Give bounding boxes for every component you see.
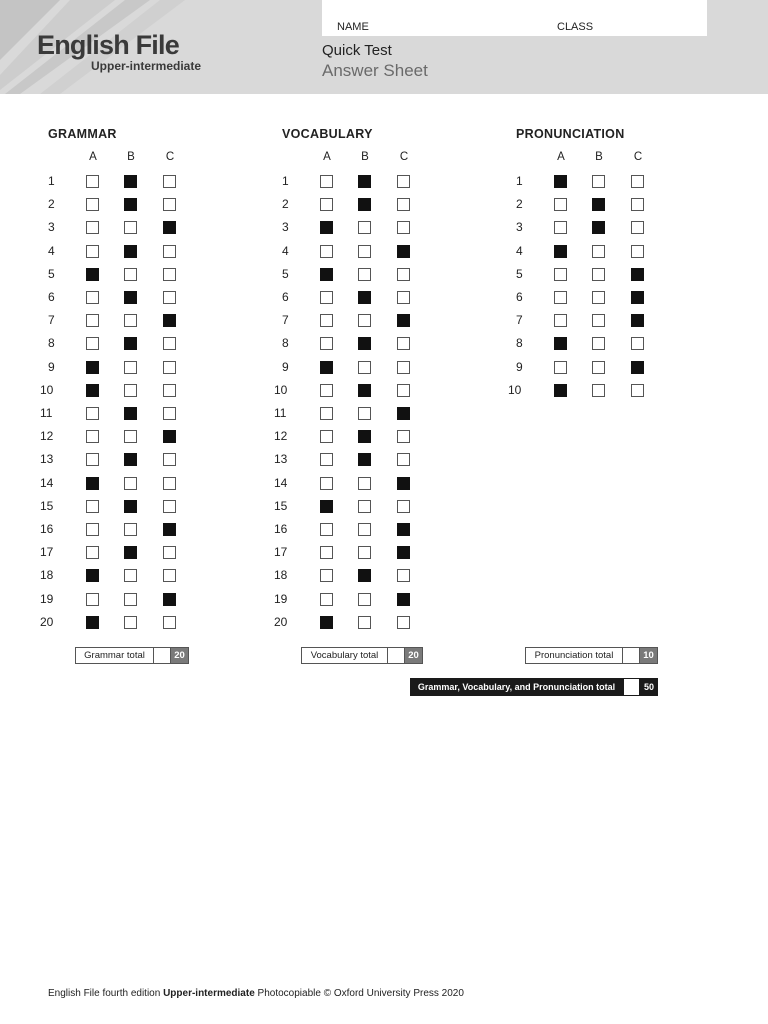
column-header-c: C — [165, 151, 175, 163]
footer-suffix: Photocopiable © Oxford University Press 2020 — [254, 988, 464, 999]
answer-checkbox-b[interactable] — [358, 616, 371, 629]
answer-checkbox-b[interactable] — [358, 221, 371, 234]
test-subtitle: Answer Sheet — [322, 61, 428, 80]
answer-checkbox-a[interactable] — [86, 384, 99, 397]
question-number: 16 — [40, 522, 54, 536]
answer-checkbox-b[interactable] — [124, 314, 137, 327]
logo-title: English File — [37, 30, 179, 60]
answer-checkbox-b[interactable] — [358, 198, 371, 211]
question-number: 1 — [48, 174, 55, 188]
answer-checkbox-b[interactable] — [358, 430, 371, 443]
answer-checkbox-a[interactable] — [86, 453, 99, 466]
column-header-b: B — [127, 151, 135, 163]
answer-checkbox-b[interactable] — [358, 245, 371, 258]
answer-checkbox-b[interactable] — [124, 453, 137, 466]
answer-checkbox-b[interactable] — [358, 384, 371, 397]
answer-checkbox-c[interactable] — [397, 500, 410, 513]
question-number: 5 — [48, 266, 55, 281]
answer-checkbox-c[interactable] — [397, 569, 410, 582]
answer-checkbox-b[interactable] — [124, 337, 137, 350]
question-number: 8 — [516, 336, 523, 351]
answer-checkbox-b[interactable] — [358, 337, 371, 350]
answer-checkbox-a[interactable] — [86, 314, 99, 327]
answer-checkbox-a[interactable] — [86, 593, 99, 606]
section-total-score-field[interactable] — [388, 648, 405, 663]
question-number: 11 — [274, 406, 287, 420]
answer-checkbox-a[interactable] — [320, 337, 333, 350]
answer-checkbox-c[interactable] — [397, 268, 410, 281]
question-number: 14 — [40, 475, 54, 490]
answer-checkbox-b[interactable] — [124, 569, 137, 582]
answer-checkbox-a[interactable] — [554, 361, 567, 374]
answer-checkbox-c[interactable] — [631, 384, 644, 397]
answer-checkbox-a[interactable] — [86, 268, 99, 281]
answer-checkbox-a[interactable] — [320, 221, 333, 234]
answer-checkbox-a[interactable] — [320, 291, 333, 304]
answer-checkbox-a[interactable] — [320, 477, 333, 490]
answer-checkbox-b[interactable] — [124, 175, 137, 188]
answer-checkbox-a[interactable] — [86, 407, 99, 420]
question-number: 13 — [274, 452, 288, 467]
answer-checkbox-a[interactable] — [554, 268, 567, 281]
question-number: 1 — [516, 174, 523, 188]
answer-checkbox-b[interactable] — [124, 523, 137, 536]
answer-checkbox-c[interactable] — [163, 593, 176, 606]
answer-checkbox-a[interactable] — [554, 337, 567, 350]
question-number: 20 — [40, 614, 54, 629]
question-number: 14 — [274, 475, 288, 490]
answer-checkbox-c[interactable] — [163, 268, 176, 281]
answer-checkbox-c[interactable] — [397, 221, 410, 234]
answer-checkbox-b[interactable] — [124, 221, 137, 234]
answer-checkbox-b[interactable] — [592, 198, 605, 211]
answer-checkbox-c[interactable] — [397, 291, 410, 304]
question-number: 4 — [282, 243, 289, 258]
answer-checkbox-a[interactable] — [320, 407, 333, 420]
answer-checkbox-b[interactable] — [358, 546, 371, 559]
answer-checkbox-b[interactable] — [358, 593, 371, 606]
answer-checkbox-a[interactable] — [86, 361, 99, 374]
answer-checkbox-b[interactable] — [358, 291, 371, 304]
answer-checkbox-b[interactable] — [358, 453, 371, 466]
question-number: 8 — [282, 336, 289, 351]
answer-checkbox-b[interactable] — [124, 291, 137, 304]
answer-checkbox-b[interactable] — [358, 175, 371, 188]
answer-checkbox-c[interactable] — [163, 453, 176, 466]
answer-checkbox-c[interactable] — [163, 314, 176, 327]
answer-checkbox-c[interactable] — [163, 546, 176, 559]
answer-checkbox-c[interactable] — [163, 291, 176, 304]
answer-checkbox-c[interactable] — [163, 384, 176, 397]
question-number: 15 — [40, 498, 54, 513]
answer-checkbox-b[interactable] — [124, 268, 137, 281]
question-number: 10 — [274, 382, 288, 397]
answer-checkbox-b[interactable] — [124, 361, 137, 374]
answer-checkbox-a[interactable] — [320, 198, 333, 211]
question-number: 18 — [274, 568, 288, 583]
answer-checkbox-c[interactable] — [631, 245, 644, 258]
answer-checkbox-c[interactable] — [163, 477, 176, 490]
answer-checkbox-a[interactable] — [320, 361, 333, 374]
answer-checkbox-b[interactable] — [124, 407, 137, 420]
answer-checkbox-b[interactable] — [358, 523, 371, 536]
question-number: 18 — [40, 568, 54, 583]
section-total-label: Vocabulary total — [302, 648, 388, 663]
answer-checkbox-a[interactable] — [554, 384, 567, 397]
answer-checkbox-a[interactable] — [320, 569, 333, 582]
answer-checkbox-b[interactable] — [124, 384, 137, 397]
section-total-score-field[interactable] — [154, 648, 171, 663]
answer-checkbox-c[interactable] — [397, 523, 410, 536]
answer-checkbox-a[interactable] — [320, 546, 333, 559]
answer-checkbox-b[interactable] — [592, 245, 605, 258]
section-total-label: Grammar total — [76, 648, 154, 663]
class-label: CLASS — [557, 21, 594, 33]
answer-checkbox-b[interactable] — [592, 361, 605, 374]
answer-checkbox-c[interactable] — [631, 361, 644, 374]
answer-checkbox-b[interactable] — [358, 314, 371, 327]
question-number: 5 — [282, 266, 289, 281]
question-number: 9 — [48, 359, 55, 374]
answer-checkbox-a[interactable] — [554, 221, 567, 234]
question-number: 20 — [274, 614, 288, 629]
answer-checkbox-b[interactable] — [358, 361, 371, 374]
question-number: 11 — [40, 406, 53, 420]
answer-checkbox-c[interactable] — [163, 175, 176, 188]
question-number: 9 — [282, 359, 289, 374]
answer-checkbox-b[interactable] — [124, 477, 137, 490]
section-title-grammar: GRAMMAR — [48, 127, 117, 141]
grand-total — [410, 678, 658, 696]
answer-checkbox-c[interactable] — [163, 430, 176, 443]
answer-checkbox-c[interactable] — [163, 337, 176, 350]
answer-checkbox-b[interactable] — [358, 500, 371, 513]
answer-checkbox-a[interactable] — [320, 384, 333, 397]
answer-checkbox-a[interactable] — [320, 314, 333, 327]
answer-checkbox-c[interactable] — [163, 221, 176, 234]
question-number: 16 — [274, 522, 288, 536]
answer-checkbox-a[interactable] — [320, 500, 333, 513]
answer-checkbox-a[interactable] — [554, 198, 567, 211]
question-number: 3 — [282, 220, 289, 235]
answer-checkbox-c[interactable] — [397, 407, 410, 420]
answer-checkbox-a[interactable] — [320, 430, 333, 443]
answer-checkbox-c[interactable] — [397, 361, 410, 374]
answer-checkbox-b[interactable] — [124, 593, 137, 606]
answer-checkbox-b[interactable] — [124, 616, 137, 629]
grand-total-label: Grammar, Vocabulary, and Pronunciation total — [410, 678, 623, 696]
answer-checkbox-c[interactable] — [163, 407, 176, 420]
column-header-b: B — [361, 151, 369, 163]
test-title: Quick Test — [322, 42, 392, 59]
section-total-max: 20 — [171, 648, 188, 663]
answer-checkbox-b[interactable] — [124, 500, 137, 513]
answer-checkbox-a[interactable] — [554, 314, 567, 327]
question-number: 6 — [48, 290, 55, 304]
page-header — [0, 0, 768, 94]
answer-checkbox-b[interactable] — [592, 314, 605, 327]
answer-checkbox-c[interactable] — [163, 500, 176, 513]
column-header-b: B — [595, 151, 603, 163]
answer-checkbox-b[interactable] — [124, 245, 137, 258]
section-total-pronunciation — [525, 647, 658, 664]
answer-checkbox-c[interactable] — [631, 291, 644, 304]
answer-checkbox-a[interactable] — [86, 616, 99, 629]
question-number: 2 — [516, 197, 523, 212]
section-total-grammar — [75, 647, 189, 664]
answer-checkbox-c[interactable] — [397, 616, 410, 629]
column-header-c: C — [399, 151, 409, 163]
answer-checkbox-a[interactable] — [320, 523, 333, 536]
section-total-score-field[interactable] — [623, 648, 640, 663]
section-title-vocabulary: VOCABULARY — [282, 127, 373, 141]
answer-checkbox-c[interactable] — [163, 523, 176, 536]
column-header-c: C — [633, 151, 643, 163]
answer-checkbox-b[interactable] — [592, 384, 605, 397]
answer-checkbox-a[interactable] — [86, 337, 99, 350]
answer-checkbox-a[interactable] — [320, 245, 333, 258]
answer-checkbox-a[interactable] — [86, 569, 99, 582]
question-number: 13 — [40, 452, 54, 467]
answer-checkbox-c[interactable] — [631, 337, 644, 350]
column-header-a: A — [89, 151, 97, 163]
question-number: 2 — [48, 197, 55, 212]
answer-checkbox-c[interactable] — [631, 198, 644, 211]
question-number: 6 — [282, 290, 289, 304]
answer-checkbox-c[interactable] — [397, 337, 410, 350]
answer-checkbox-c[interactable] — [631, 221, 644, 234]
answer-checkbox-c[interactable] — [397, 198, 410, 211]
question-number: 17 — [40, 545, 54, 560]
answer-checkbox-c[interactable] — [163, 198, 176, 211]
answer-checkbox-a[interactable] — [86, 546, 99, 559]
name-class-box — [322, 0, 707, 36]
answer-checkbox-b[interactable] — [592, 221, 605, 234]
answer-checkbox-a[interactable] — [86, 221, 99, 234]
question-number: 6 — [516, 290, 523, 304]
answer-checkbox-a[interactable] — [86, 198, 99, 211]
answer-checkbox-a[interactable] — [86, 175, 99, 188]
grand-total-score-field[interactable] — [623, 678, 640, 696]
answer-checkbox-c[interactable] — [397, 546, 410, 559]
answer-checkbox-b[interactable] — [124, 430, 137, 443]
question-number: 19 — [274, 591, 288, 606]
answer-checkbox-b[interactable] — [592, 337, 605, 350]
answer-checkbox-a[interactable] — [320, 593, 333, 606]
answer-checkbox-c[interactable] — [397, 477, 410, 490]
answer-checkbox-c[interactable] — [163, 361, 176, 374]
answer-checkbox-b[interactable] — [592, 268, 605, 281]
answer-checkbox-c[interactable] — [163, 569, 176, 582]
section-total-max: 20 — [405, 648, 422, 663]
question-number: 4 — [516, 243, 523, 258]
answer-checkbox-a[interactable] — [86, 477, 99, 490]
answer-checkbox-c[interactable] — [397, 384, 410, 397]
answer-checkbox-c[interactable] — [631, 268, 644, 281]
answer-checkbox-a[interactable] — [320, 453, 333, 466]
question-number: 17 — [274, 545, 288, 560]
section-total-max: 10 — [640, 648, 657, 663]
answer-checkbox-c[interactable] — [163, 245, 176, 258]
question-number: 2 — [282, 197, 289, 212]
answer-checkbox-b[interactable] — [592, 175, 605, 188]
question-number: 12 — [40, 429, 54, 444]
answer-checkbox-a[interactable] — [86, 245, 99, 258]
answer-checkbox-b[interactable] — [592, 291, 605, 304]
footer-prefix: English File fourth edition — [48, 988, 164, 999]
answer-checkbox-c[interactable] — [397, 430, 410, 443]
column-header-a: A — [557, 151, 565, 163]
question-number: 1 — [282, 174, 289, 188]
answer-checkbox-a[interactable] — [320, 268, 333, 281]
answer-checkbox-a[interactable] — [86, 291, 99, 304]
footer-level: Upper-intermediate — [163, 988, 255, 999]
answer-checkbox-b[interactable] — [124, 198, 137, 211]
section-total-vocabulary — [301, 647, 423, 664]
question-number: 5 — [516, 266, 523, 281]
question-number: 7 — [48, 313, 55, 328]
answer-checkbox-a[interactable] — [554, 245, 567, 258]
question-number: 10 — [40, 382, 54, 397]
grand-total-max: 50 — [640, 678, 658, 696]
answer-checkbox-b[interactable] — [358, 477, 371, 490]
question-number: 7 — [282, 313, 289, 328]
answer-checkbox-a[interactable] — [86, 430, 99, 443]
question-number: 7 — [516, 313, 523, 328]
answer-checkbox-c[interactable] — [397, 593, 410, 606]
section-title-pronunciation: PRONUNCIATION — [516, 127, 625, 141]
question-number: 3 — [516, 220, 523, 235]
answer-checkbox-a[interactable] — [86, 523, 99, 536]
answer-checkbox-a[interactable] — [554, 175, 567, 188]
answer-checkbox-c[interactable] — [397, 453, 410, 466]
answer-checkbox-c[interactable] — [631, 175, 644, 188]
answer-checkbox-a[interactable] — [554, 291, 567, 304]
question-number: 10 — [508, 382, 522, 397]
answer-checkbox-c[interactable] — [397, 314, 410, 327]
section-total-label: Pronunciation total — [526, 648, 623, 663]
logo-level: Upper-intermediate — [91, 59, 202, 73]
answer-checkbox-b[interactable] — [124, 546, 137, 559]
answer-checkbox-c[interactable] — [163, 616, 176, 629]
column-header-a: A — [323, 151, 331, 163]
question-number: 15 — [274, 498, 288, 513]
question-number: 12 — [274, 429, 288, 444]
question-number: 3 — [48, 220, 55, 235]
answer-checkbox-c[interactable] — [397, 175, 410, 188]
question-number: 8 — [48, 336, 55, 351]
question-number: 4 — [48, 243, 55, 258]
answer-checkbox-c[interactable] — [397, 245, 410, 258]
answer-checkbox-b[interactable] — [358, 407, 371, 420]
answer-checkbox-a[interactable] — [320, 616, 333, 629]
question-number: 19 — [40, 591, 54, 606]
answer-checkbox-a[interactable] — [86, 500, 99, 513]
question-number: 9 — [516, 359, 523, 374]
name-label: NAME — [337, 21, 369, 33]
answer-checkbox-a[interactable] — [320, 175, 333, 188]
answer-checkbox-c[interactable] — [631, 314, 644, 327]
footer — [48, 988, 464, 999]
answer-checkbox-b[interactable] — [358, 569, 371, 582]
answer-checkbox-b[interactable] — [358, 268, 371, 281]
